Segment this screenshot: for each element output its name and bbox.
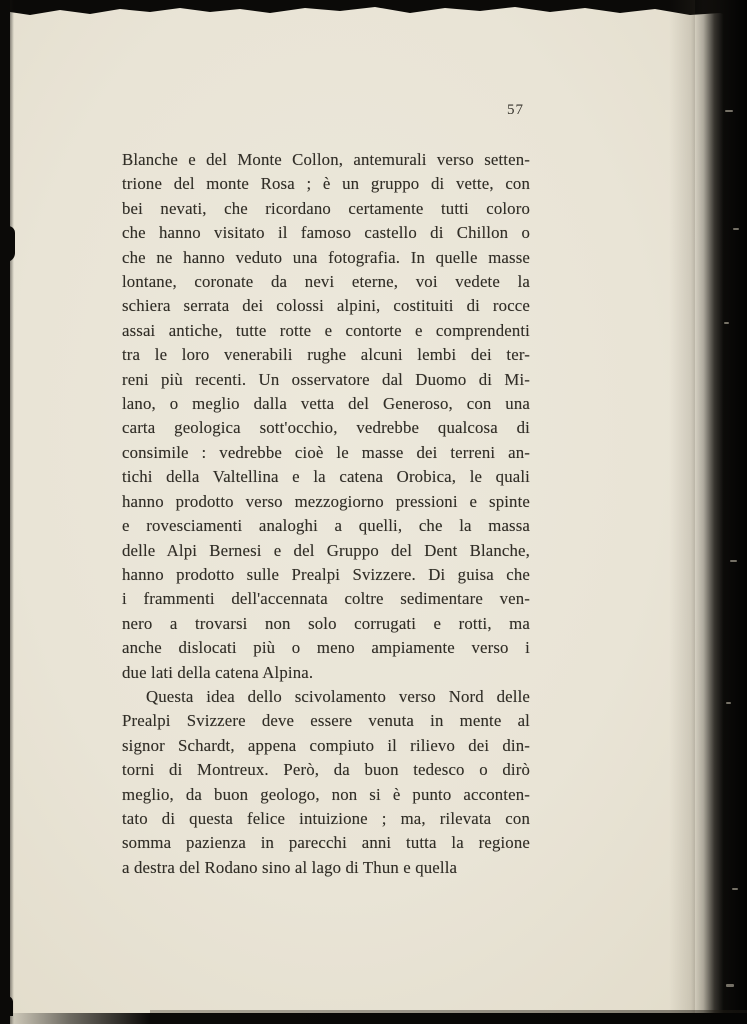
text-line: che ne hanno veduto una fotografia. In quelle masse <box>122 247 530 267</box>
scan-left-mark <box>0 226 15 262</box>
text-line: lano, o meglio dalla vetta del Generoso, con una <box>122 394 530 414</box>
page-text <box>122 148 530 880</box>
text-line: i frammenti dell'accennata coltre sedimentare ven- <box>122 589 530 609</box>
text-line: lontane, coronate da nevi eterne, voi vedete la <box>122 272 530 292</box>
scan-artifact <box>733 228 739 230</box>
text-line: anche dislocati più o meno ampiamente verso i <box>122 638 530 658</box>
scan-artifact <box>726 702 731 704</box>
page-number: 57 <box>507 102 524 118</box>
scan-bottom-edge <box>0 1013 747 1024</box>
paragraph <box>122 148 530 685</box>
scan-artifact <box>725 110 733 112</box>
text-line: delle Alpi Bernesi e del Gruppo del Dent Blanche, <box>122 540 530 560</box>
text-line: torni di Montreux. Però, da buon tedesco o dirò <box>122 760 530 780</box>
text-line: meglio, da buon geologo, non si è punto acconten- <box>122 784 530 804</box>
text-line: trione del monte Rosa ; è un gruppo di vette, con <box>122 174 530 194</box>
text-line: tichi della Valtellina e la catena Orobica, le quali <box>122 467 530 487</box>
text-line: reni più recenti. Un osservatore dal Duomo di Mi- <box>122 369 530 389</box>
text-line: a destra del Rodano sino al lago di Thun e quella <box>122 857 458 877</box>
scan-artifact <box>726 984 734 987</box>
text-line: e rovesciamenti analoghi a quelli, che la massa <box>122 516 530 536</box>
text-line: Questa idea dello scivolamento verso Nord delle <box>146 686 530 706</box>
text-line: carta geologica sott'occhio, vedrebbe qualcosa di <box>122 418 530 438</box>
scan-artifact <box>732 888 738 890</box>
text-line: assai antiche, tutte rotte e contorte e comprendenti <box>122 320 530 340</box>
scan-left-edge <box>0 0 10 1024</box>
paragraph <box>122 685 530 880</box>
text-line: hanno prodotto verso mezzogiorno pressioni e spinte <box>122 491 530 511</box>
scan-artifact <box>724 322 729 324</box>
text-line: tato di questa felice intuizione ; ma, rilevata con <box>122 808 530 828</box>
text-line: Blanche e del Monte Collon, antemurali verso setten- <box>122 150 530 169</box>
scan-artifact <box>730 560 737 562</box>
text-line: schiera serrata dei colossi alpini, costituiti di rocce <box>122 296 530 316</box>
text-line: tra le loro venerabili rughe alcuni lembi dei ter- <box>122 345 530 365</box>
torn-edge-graphic <box>0 0 747 22</box>
text-line: somma pazienza in parecchi anni tutta la regione <box>122 833 530 853</box>
text-line: che hanno visitato il famoso castello di Chillon o <box>122 223 530 243</box>
text-line: Prealpi Svizzere deve essere venuta in mente al <box>122 711 530 731</box>
text-line: hanno prodotto sulle Prealpi Svizzere. Di guisa che <box>122 564 530 584</box>
text-line: signor Schardt, appena compiuto il rilievo dei din- <box>122 735 530 755</box>
scan-top-edge <box>0 0 747 22</box>
text-line: consimile : vedrebbe cioè le masse dei terreni an- <box>122 442 530 462</box>
text-line: due lati della catena Alpina. <box>122 662 314 682</box>
scan-right-edge <box>691 0 747 1024</box>
text-line: nero a trovarsi non solo corrugati e rotti, ma <box>122 613 530 633</box>
text-line: bei nevati, che ricordano certamente tutti coloro <box>122 198 530 218</box>
